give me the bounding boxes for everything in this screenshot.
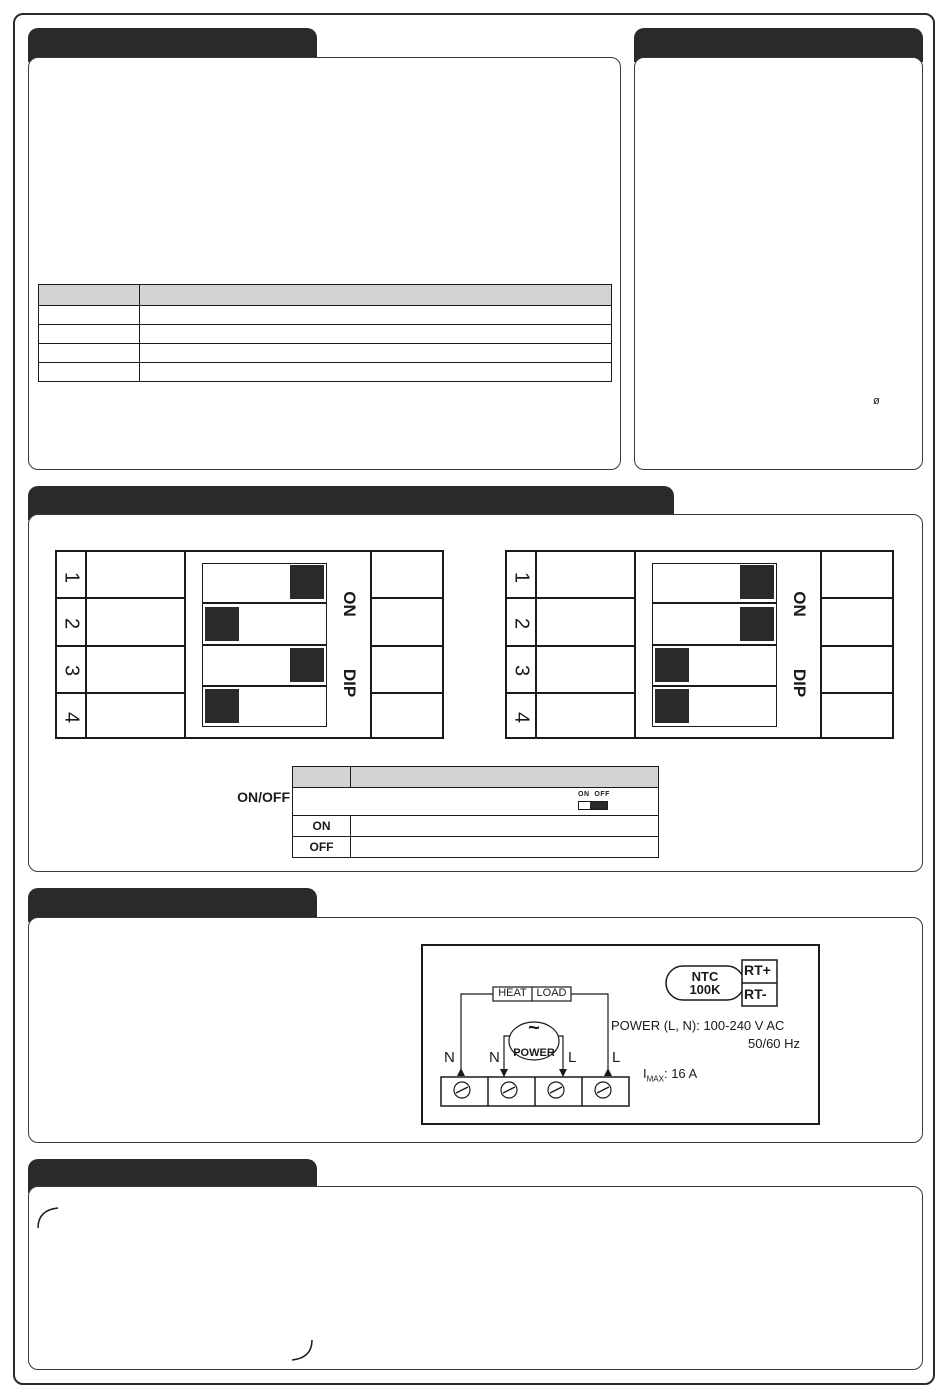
- diameter-symbol: ø: [873, 395, 880, 407]
- dip-left-num-2: 2: [60, 617, 83, 630]
- ntc-label: [666, 970, 744, 996]
- mini-switch-labels: [578, 791, 610, 798]
- corner-bracket-close: [290, 1338, 316, 1364]
- dip-right-num-3: 3: [510, 664, 533, 677]
- dip-left-num-1: 1: [60, 571, 83, 584]
- dip-right-num-4: 4: [510, 711, 533, 724]
- dip-right-on-label: ON: [790, 591, 809, 617]
- dip-left-knob-2[interactable]: [205, 607, 239, 641]
- onoff-table: [292, 766, 659, 858]
- section-1-panel: [28, 57, 621, 470]
- section-2-panel: [634, 57, 923, 470]
- imax-subscript: MAX: [646, 1074, 664, 1084]
- terminal-l-outer: L: [612, 1049, 621, 1066]
- dip-block-right: [505, 550, 894, 739]
- dip-right-knob-1[interactable]: [740, 565, 774, 599]
- dip-right-knob-2[interactable]: [740, 607, 774, 641]
- mini-switch-on-text: ON: [578, 791, 590, 798]
- onoff-option-on: ON: [293, 816, 351, 837]
- mini-switch-off-text: OFF: [594, 791, 610, 798]
- load-label: LOAD: [536, 987, 567, 999]
- rt-plus-label: RT+: [744, 962, 771, 978]
- dip-right-knob-4[interactable]: [655, 689, 689, 723]
- mini-switch-icon: [578, 801, 608, 810]
- wiring-diagram: [421, 944, 820, 1125]
- heat-label: HEAT: [498, 987, 527, 999]
- dip-right-knob-3[interactable]: [655, 648, 689, 682]
- onoff-option-off: OFF: [293, 837, 351, 858]
- spec-table: [38, 284, 612, 382]
- section-5-panel: [28, 1186, 923, 1370]
- terminal-l-inner: L: [568, 1049, 577, 1066]
- ntc-line-2: 100K: [689, 982, 721, 997]
- imax-rating: [643, 1066, 697, 1084]
- terminal-n-inner: N: [489, 1049, 500, 1066]
- dip-block-left: [55, 550, 444, 739]
- ntc-line-1: NTC: [691, 969, 719, 984]
- rt-minus-label: RT-: [744, 986, 767, 1002]
- dip-left-num-4: 4: [60, 711, 83, 724]
- dip-left-knob-1[interactable]: [290, 565, 324, 599]
- dip-left-on-label: ON: [340, 591, 359, 617]
- terminal-n-outer: N: [444, 1049, 455, 1066]
- dip-right-num-1: 1: [510, 571, 533, 584]
- onoff-row-label: ON/OFF: [237, 789, 290, 805]
- dip-left-knob-4[interactable]: [205, 689, 239, 723]
- power-label: POWER: [513, 1047, 555, 1059]
- power-frequency: 50/60 Hz: [748, 1036, 801, 1051]
- corner-bracket-open: [36, 1206, 62, 1230]
- imax-value: : 16 A: [663, 1066, 698, 1081]
- dip-right-num-2: 2: [510, 617, 533, 630]
- dip-left-num-3: 3: [60, 664, 83, 677]
- dip-left-dip-label: DIP: [340, 668, 359, 698]
- dip-right-dip-label: DIP: [790, 668, 809, 698]
- power-spec: POWER (L, N): 100-240 V AC: [611, 1018, 785, 1033]
- ac-tilde-icon: ~: [528, 1017, 540, 1039]
- dip-left-knob-3[interactable]: [290, 648, 324, 682]
- imax-i: I: [643, 1066, 647, 1081]
